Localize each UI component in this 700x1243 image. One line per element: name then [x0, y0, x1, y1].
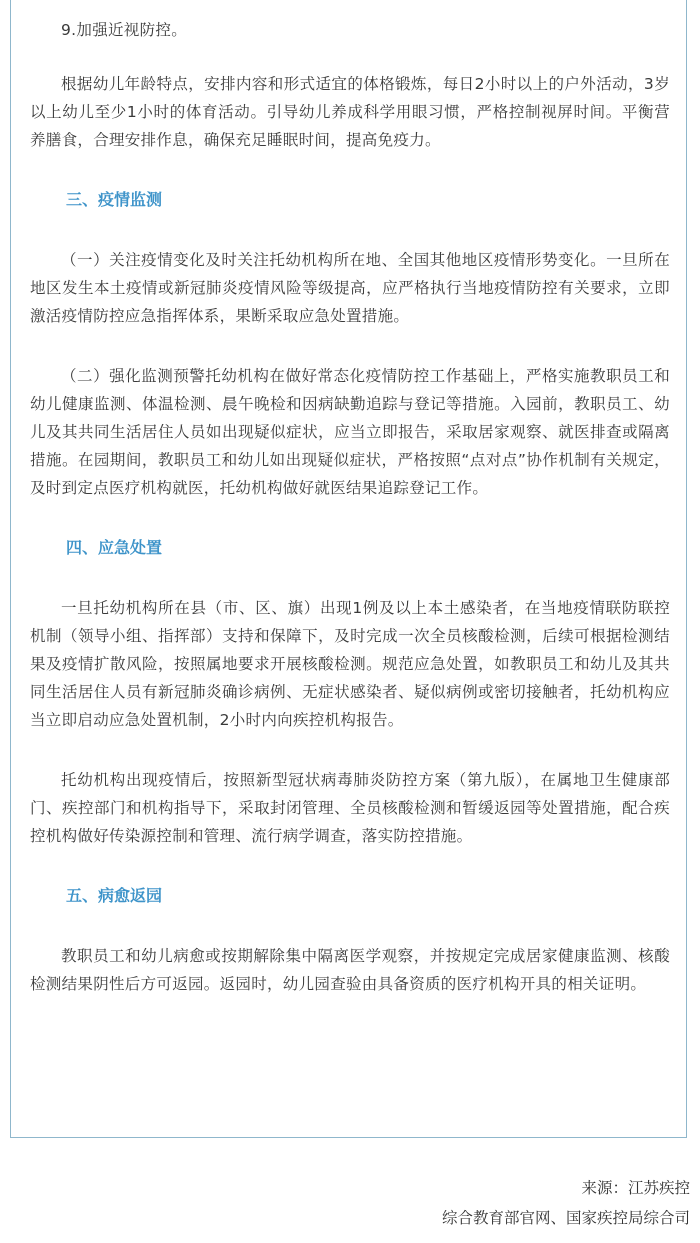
- article-footer: [442, 1173, 690, 1233]
- source-label: 来源：江苏疾控: [581, 1179, 690, 1197]
- paragraph-emergency-2: 托幼机构出现疫情后，按照新型冠状病毒肺炎防控方案（第九版），在属地卫生健康部门、疾控部门和机构指导下，采取封闭管理、全员核酸检测和暂缓返园等处置措施，配合疾控机构做好传染源控制和管理、流行病学调查，落实防控措施。: [30, 771, 670, 845]
- item-9-title: 9.加强近视防控。: [61, 21, 187, 39]
- section-title-monitoring: 三、疫情监测: [66, 190, 163, 209]
- credit-label: 综合教育部官网、国家疾控局综合司: [441, 1209, 690, 1227]
- paragraph-monitoring-1: （一）关注疫情变化及时关注托幼机构所在地、全国其他地区疫情形势变化。一旦所在地区发生本土疫情或新冠肺炎疫情风险等级提高，应严格执行当地疫情防控有关要求，立即激活疫情防控应急指挥体系，果断采取应急处置措施。: [30, 251, 670, 325]
- paragraph-eye-care: 根据幼儿年龄特点，安排内容和形式适宜的体格锻炼，每日2小时以上的户外活动，3岁以上幼儿至少1小时的体育活动。引导幼儿养成科学用眼习惯，严格控制视屏时间。平衡营养膳食，合理安排作息，确保充足睡眠时间，提高免疫力。: [30, 75, 670, 149]
- article-body: [30, 16, 670, 998]
- paragraph-monitoring-2: （二）强化监测预警托幼机构在做好常态化疫情防控工作基础上，严格实施教职员工和幼儿健康监测、体温检测、晨午晚检和因病缺勤追踪与登记等措施。入园前，教职员工、幼儿及其共同生活居住人员如出现疑似症状，应当立即报告，采取居家观察、就医排查或隔离措施。在园期间，教职员工和幼儿如出现疑似症状，严格按照“点对点”协作机制有关规定，及时到定点医疗机构就医，托幼机构做好就医结果追踪登记工作。: [30, 367, 670, 497]
- paragraph-emergency-1: 一旦托幼机构所在县（市、区、旗）出现1例及以上本土感染者，在当地疫情联防联控机制（领导小组、指挥部）支持和保障下，及时完成一次全员核酸检测，后续可根据检测结果及疫情扩散风险，按照属地要求开展核酸检测。规范应急处置，如教职员工和幼儿及其共同生活居住人员有新冠肺炎确诊病例、无症状感染者、疑似病例或密切接触者，托幼机构应当立即启动应急处置机制，2小时内向疾控机构报告。: [30, 599, 670, 729]
- paragraph-return-1: 教职员工和幼儿病愈或按期解除集中隔离医学观察，并按规定完成居家健康监测、核酸检测结果阴性后方可返园。返园时，幼儿园查验由具备资质的医疗机构开具的相关证明。: [30, 947, 670, 993]
- section-title-return: 五、病愈返园: [66, 886, 163, 905]
- section-title-emergency: 四、应急处置: [66, 538, 163, 557]
